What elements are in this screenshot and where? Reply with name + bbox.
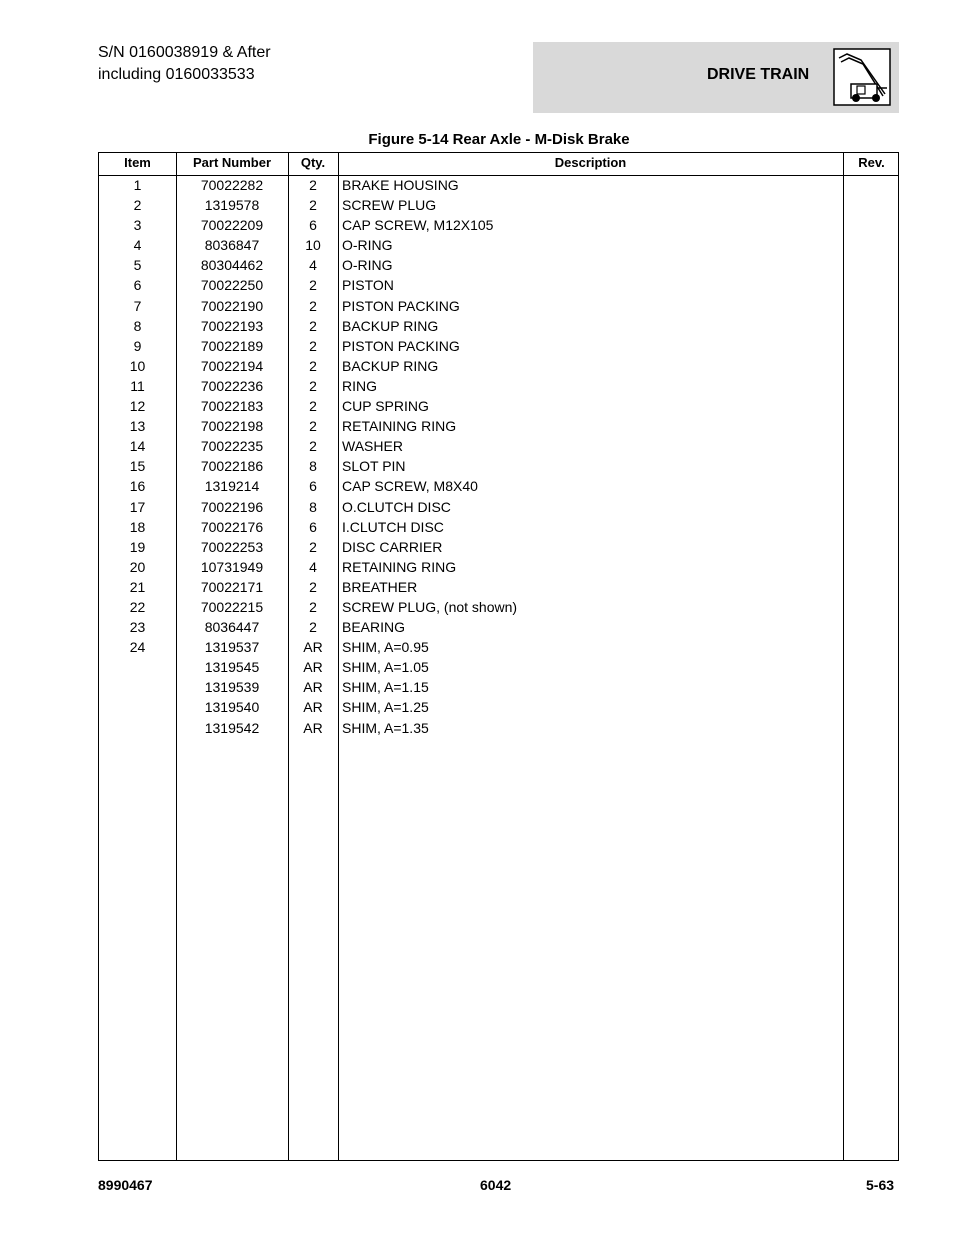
cell-description: BACKUP RING (342, 357, 439, 374)
table-row (99, 256, 898, 276)
cell-description: CAP SCREW, M8X40 (342, 478, 478, 495)
cell-qty: 6 (309, 217, 317, 234)
section-header (533, 42, 899, 113)
table-row (99, 196, 898, 216)
table-row (99, 437, 898, 457)
table-row (99, 698, 898, 718)
cell-part-number: 70022183 (200, 398, 264, 415)
footer-model: 6042 (480, 1177, 512, 1193)
table-row (99, 276, 898, 296)
cell-qty: 2 (309, 619, 317, 636)
cell-description: SHIM, A=1.15 (342, 679, 429, 696)
cell-part-number: 1319542 (204, 719, 260, 736)
cell-description: BACKUP RING (342, 317, 439, 334)
cell-description: CAP SCREW, M12X105 (342, 217, 494, 234)
header-description: Description (554, 155, 627, 170)
table-row (99, 317, 898, 337)
table-row (99, 498, 898, 518)
cell-part-number: 70022235 (200, 438, 264, 455)
cell-qty: 2 (309, 377, 317, 394)
header-rev: Rev. (858, 155, 885, 170)
cell-item: 12 (129, 398, 146, 415)
cell-part-number: 70022176 (200, 518, 264, 535)
cell-description: CUP SPRING (342, 398, 429, 415)
cell-item: 17 (129, 498, 146, 515)
cell-qty: 4 (309, 558, 317, 575)
cell-qty: AR (303, 719, 323, 736)
header-part-number: Part Number (192, 155, 272, 170)
cell-qty: AR (303, 639, 323, 656)
cell-description: SHIM, A=1.25 (342, 699, 429, 716)
cell-description: BEARING (342, 619, 406, 636)
table-row (99, 598, 898, 618)
cell-part-number: 70022215 (200, 598, 264, 615)
cell-item: 5 (133, 257, 142, 274)
section-title: DRIVE TRAIN (707, 66, 810, 83)
cell-part-number: 70022250 (200, 277, 264, 294)
cell-item: 6 (133, 277, 142, 294)
forklift-icon (833, 48, 891, 106)
cell-item: 4 (133, 237, 142, 254)
table-row (99, 457, 898, 477)
cell-qty: 8 (309, 458, 317, 475)
cell-item: 3 (133, 217, 142, 234)
cell-part-number: 8036847 (204, 237, 260, 254)
table-row (99, 618, 898, 638)
table-row (99, 417, 898, 437)
cell-item: 9 (133, 337, 142, 354)
cell-description: RING (342, 377, 377, 394)
footer-page-number: 5-63 (866, 1177, 895, 1193)
table-row (99, 477, 898, 497)
cell-part-number: 70022194 (200, 357, 264, 374)
cell-part-number: 70022253 (200, 538, 264, 555)
cell-qty: 2 (309, 418, 317, 435)
cell-part-number: 1319578 (204, 197, 260, 214)
cell-part-number: 70022209 (200, 217, 264, 234)
serial-line-1: S/N 0160038919 & After (98, 44, 271, 61)
cell-item: 21 (129, 578, 146, 595)
table-row (99, 638, 898, 658)
cell-description: SHIM, A=1.35 (342, 719, 429, 736)
cell-part-number: 70022186 (200, 458, 264, 475)
cell-item: 14 (129, 438, 146, 455)
cell-item: 23 (129, 619, 146, 636)
footer-doc-number: 8990467 (98, 1177, 153, 1193)
cell-item: 15 (129, 458, 146, 475)
table-row (99, 578, 898, 598)
cell-qty: AR (303, 659, 323, 676)
cell-description: RETAINING RING (342, 558, 457, 575)
cell-part-number: 70022190 (200, 297, 264, 314)
cell-item: 13 (129, 418, 146, 435)
cell-qty: 6 (309, 478, 317, 495)
cell-qty: 2 (309, 578, 317, 595)
cell-qty: 2 (309, 398, 317, 415)
cell-description: PISTON PACKING (342, 297, 460, 314)
cell-description: RETAINING RING (342, 418, 457, 435)
table-body (99, 176, 898, 739)
cell-part-number: 10731949 (200, 558, 264, 575)
table-row (99, 176, 898, 196)
table-row (99, 216, 898, 236)
cell-part-number: 70022171 (200, 578, 264, 595)
cell-qty: 2 (309, 317, 317, 334)
cell-qty: 6 (309, 518, 317, 535)
table-row (99, 538, 898, 558)
cell-item: 24 (129, 639, 146, 656)
table-row (99, 658, 898, 678)
cell-item: 16 (129, 478, 146, 495)
cell-description: BRAKE HOUSING (342, 177, 459, 193)
cell-description: SCREW PLUG, (not shown) (342, 598, 518, 615)
cell-qty: AR (303, 699, 323, 716)
table-row (99, 297, 898, 317)
cell-item: 10 (129, 357, 146, 374)
cell-description: PISTON PACKING (342, 337, 460, 354)
cell-description: SLOT PIN (342, 458, 406, 475)
cell-part-number: 70022198 (200, 418, 264, 435)
cell-part-number: 80304462 (200, 257, 264, 274)
cell-qty: 2 (309, 297, 317, 314)
cell-part-number: 70022196 (200, 498, 264, 515)
cell-part-number: 1319539 (204, 679, 260, 696)
serial-line-2: including 0160033533 (98, 66, 255, 83)
cell-part-number: 1319214 (204, 478, 260, 495)
cell-item: 2 (133, 197, 142, 214)
figure-title: Figure 5-14 Rear Axle - M-Disk Brake (368, 131, 630, 148)
cell-description: I.CLUTCH DISC (342, 518, 444, 535)
cell-item: 11 (130, 377, 145, 394)
header-qty: Qty. (300, 155, 326, 170)
table-row (99, 397, 898, 417)
cell-description: SHIM, A=1.05 (342, 659, 429, 676)
cell-qty: 2 (309, 177, 317, 193)
cell-qty: 2 (309, 538, 317, 555)
table-row (99, 377, 898, 397)
cell-description: BREATHER (342, 578, 418, 595)
cell-item: 19 (129, 538, 146, 555)
cell-part-number: 1319540 (204, 699, 260, 716)
cell-qty: 2 (309, 598, 317, 615)
cell-part-number: 1319537 (204, 639, 260, 656)
table-row (99, 558, 898, 578)
table-row (99, 719, 898, 739)
cell-description: O-RING (342, 237, 393, 254)
table-row (99, 337, 898, 357)
parts-table (98, 152, 899, 1161)
cell-item: 18 (129, 518, 146, 535)
cell-part-number: 70022236 (200, 377, 264, 394)
cell-item: 8 (133, 317, 142, 334)
cell-qty: 2 (309, 357, 317, 374)
cell-description: PISTON (342, 277, 394, 294)
cell-description: DISC CARRIER (342, 538, 443, 555)
cell-part-number: 70022282 (200, 177, 264, 193)
table-row (99, 236, 898, 256)
cell-part-number: 8036447 (204, 619, 260, 636)
cell-qty: 2 (309, 438, 317, 455)
cell-qty: 2 (309, 277, 317, 294)
cell-part-number: 70022189 (200, 337, 264, 354)
cell-description: SHIM, A=0.95 (342, 639, 429, 656)
cell-qty: 4 (309, 257, 317, 274)
cell-qty: 2 (309, 197, 317, 214)
cell-qty: 10 (305, 237, 321, 254)
cell-description: O.CLUTCH DISC (342, 498, 451, 515)
table-row (99, 678, 898, 698)
cell-part-number: 70022193 (200, 317, 264, 334)
cell-description: O-RING (342, 257, 393, 274)
cell-item: 22 (129, 598, 146, 615)
cell-description: SCREW PLUG (342, 197, 437, 214)
cell-description: WASHER (342, 438, 403, 455)
cell-part-number: 1319545 (204, 659, 260, 676)
table-row (99, 357, 898, 377)
header-item: Item (124, 155, 151, 170)
serial-number-block (98, 42, 271, 86)
cell-qty: 2 (309, 337, 317, 354)
cell-item: 1 (133, 177, 142, 193)
cell-qty: 8 (309, 498, 317, 515)
cell-qty: AR (303, 679, 323, 696)
cell-item: 20 (129, 558, 146, 575)
cell-item: 7 (133, 297, 142, 314)
table-row (99, 518, 898, 538)
